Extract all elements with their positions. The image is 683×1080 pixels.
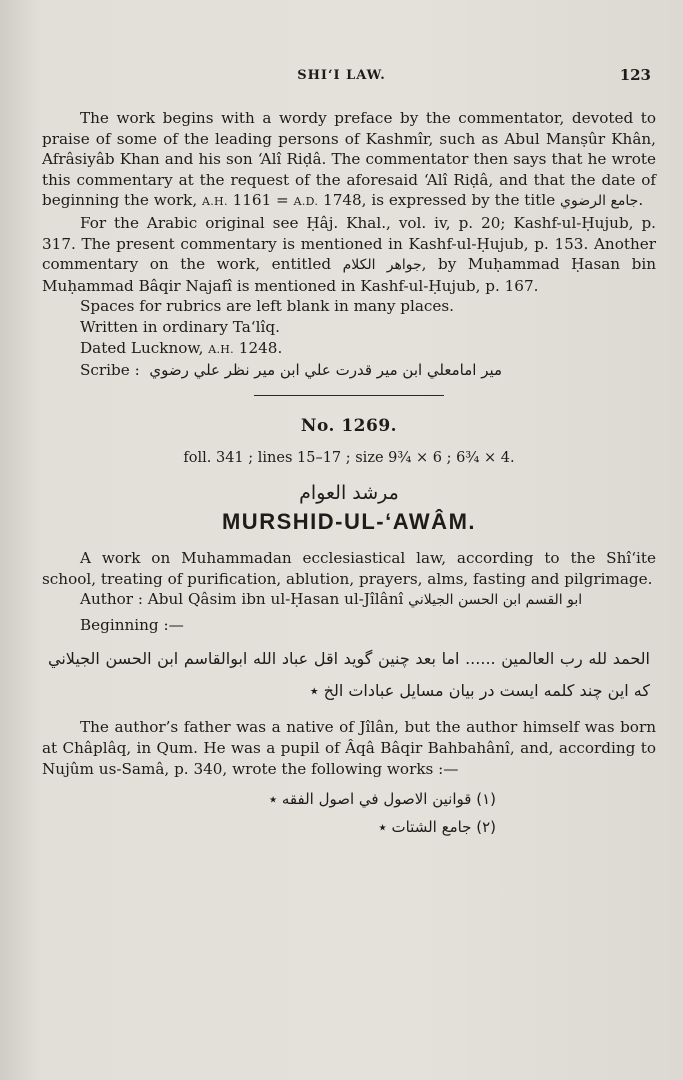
author-line: [42, 589, 656, 611]
collation-line: foll. 341 ; lines 15–17 ; size 9¾ × 6 ; 6¾ × 4.: [183, 450, 515, 467]
preface-date-ah: 1161 =: [232, 191, 289, 210]
arabic-title-jawahir: جواهر الكلام: [342, 257, 422, 274]
beginning-arabic-text: الحمد لله رب العالمين ...... اما بعد چنين گويد اقل عباد الله ابوالقاسم ابن الحسن الجيلاني که اين چند کلمه ايست در بيان مسايل عبادات الخ ٭: [48, 649, 650, 701]
date-note: [42, 338, 656, 361]
script-note: Written in ordinary Ta‘lîq.: [80, 317, 280, 336]
references-text: For the Arabic original see Ḥâj. Khal., vol. iv, p. 20; Kashf-ul-Ḥujub, p. 317. The present commentary is mentioned in Kashf-ul-Ḥujub, p. 153. Another commentary on the work, entitled: [42, 213, 656, 274]
period: .: [638, 191, 644, 210]
page-content: [42, 108, 656, 841]
era-ad: A.D.: [293, 195, 319, 209]
page-header: [0, 66, 683, 88]
rubrics-note: Spaces for rubrics are left blank in many places.: [80, 297, 454, 316]
preface-text: The work begins with a wordy preface by the commentator, devoted to praise of some of the leading persons of Kashmîr, such as Abul Manṣûr Khân, Afrâsiyâb Khan and his son ‘Alî Riḍâ. The commentator then says that he wrote this commentary at the request of the aforesaid ‘Alî Riḍâ, and that the date of beginning the work,: [42, 109, 656, 210]
entry-number: No. 1269.: [300, 415, 398, 436]
work-item: (۱) قوانين الاصول في اصول الفقه ٭: [268, 790, 496, 809]
scribe-line: [42, 360, 656, 381]
paragraph-preface: [42, 108, 656, 213]
entry-title: MURSHID-UL-‘AWÂM.: [221, 508, 477, 534]
beginning-label: Beginning :—: [80, 615, 184, 634]
scribe-name-arabic: مير امامعلي ابن مير قدرت علي ابن مير نظر علي رضوي: [149, 361, 503, 380]
author-label: Author : Abul Qâsim ibn ul-Ḥasan ul-Jîlânî: [80, 590, 404, 609]
entry-arabic-title: مرشد العوام: [299, 481, 399, 504]
author-biography: The author’s father was a native of Jîlân, but the author himself was born at Châplâq, in Qum. He was a pupil of Âqâ Bâqir Bahbahânî, and, according to Nujûm us-Samâ, p. 340, wrote the following works :—: [42, 718, 656, 778]
page-number: 123: [619, 66, 651, 84]
dated-place: Dated Lucknow,: [80, 338, 204, 357]
references-text-end: , by Muḥammad Ḥasan bin Muḥammad Bâqir Najafî is mentioned in Kashf-ul-Ḥujub, p. 167.: [42, 255, 656, 295]
entry-description: A work on Muhammadan ecclesiastical law, according to the Shî‘ite school, treating of purification, ablution, prayers, alms, fasting and pilgrimage.: [42, 549, 656, 588]
section-divider: [254, 395, 444, 396]
scribe-label: Scribe :: [80, 361, 140, 380]
era-ah: A.H.: [202, 195, 228, 209]
paragraph-references: [42, 213, 656, 296]
arabic-title-jami: جامع الرضوي: [560, 193, 639, 210]
author-arabic: ابو القسم ابن الحسن الجيلاني: [408, 592, 583, 609]
running-title: SHI‘I LAW.: [297, 68, 386, 83]
dated-era: A.H.: [208, 342, 234, 356]
works-list: [42, 785, 656, 841]
dated-year: 1248.: [238, 338, 283, 357]
work-item: (۲) جامع الشتات ٭: [378, 818, 496, 837]
preface-date-ad: 1748, is expressed by the title: [323, 191, 556, 210]
